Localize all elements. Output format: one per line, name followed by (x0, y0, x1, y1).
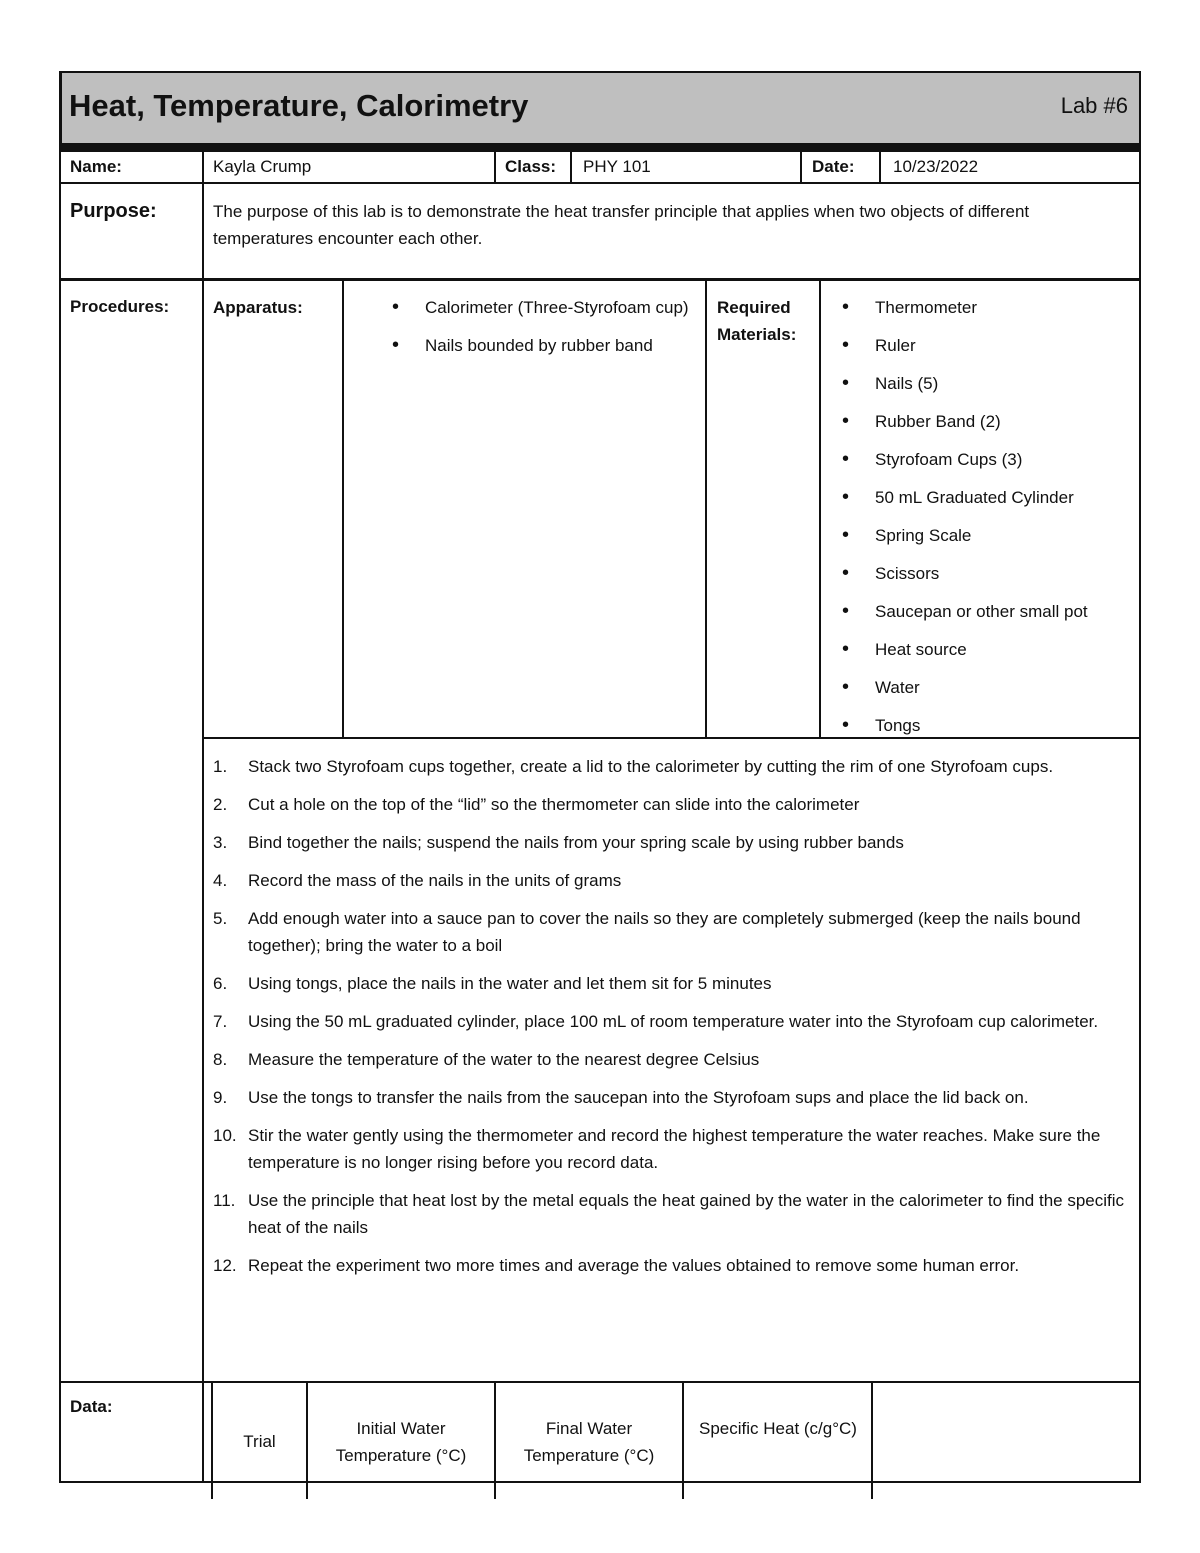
date-value: 10/23/2022 (893, 157, 979, 176)
step-number: 7. (213, 1012, 228, 1031)
materials-item: • Saucepan or other small pot (842, 598, 1137, 625)
apparatus-item: • Calorimeter (Three-Styrofoam cup) (392, 294, 697, 321)
materials-label-divider-left (705, 280, 707, 739)
step-item (213, 1252, 1128, 1279)
step-text: Stack two Styrofoam cups together, create a lid to the calorimeter by cutting the rim of one Styrofoam cups. (248, 757, 1054, 776)
data-table-divider (682, 1383, 684, 1483)
data-table-continuation (494, 1483, 496, 1499)
info-divider-1 (494, 152, 496, 183)
step-number: 3. (213, 833, 228, 852)
materials-list (842, 294, 1137, 739)
info-divider-3 (800, 152, 802, 183)
info-divider-4 (879, 152, 881, 183)
step-item (213, 905, 1128, 959)
step-number: 11. (213, 1191, 236, 1210)
purpose-row-bottom (59, 278, 1141, 281)
info-row-bottom (59, 182, 1141, 184)
column-header-trial: Trial (243, 1432, 276, 1451)
step-text: Record the mass of the nails in the units of grams (248, 871, 622, 890)
step-text: Repeat the experiment two more times and average the values obtained to remove some human error. (248, 1256, 1020, 1275)
step-item (213, 1046, 1128, 1073)
data-row-top (59, 1381, 1141, 1383)
step-item (213, 1008, 1128, 1035)
apparatus-item: • Nails bounded by rubber band (392, 332, 697, 359)
apparatus-list (392, 294, 697, 359)
step-item (213, 791, 1128, 818)
name-label: Name: (70, 157, 122, 176)
step-text: Use the tongs to transfer the nails from the saucepan into the Styrofoam sups and place the lid back on. (248, 1088, 1029, 1107)
materials-item: • Spring Scale (842, 522, 1137, 549)
purpose-label: Purpose: (70, 200, 157, 222)
header-divider (60, 143, 1141, 152)
materials-item: • Thermometer (842, 294, 1137, 321)
column-header-initial-temp: Initial Water Temperature (°C) (335, 1419, 467, 1465)
purpose-text: The purpose of this lab is to demonstrate the heat transfer principle that applies when two objects of different temperatures encounter each other. (213, 202, 1030, 248)
step-number: 1. (213, 757, 228, 776)
step-number: 4. (213, 871, 228, 890)
step-text: Using the 50 mL graduated cylinder, place 100 mL of room temperature water into the Styrofoam cup calorimeter. (248, 1012, 1099, 1031)
step-text: Cut a hole on the top of the “lid” so the thermometer can slide into the calorimeter (248, 795, 860, 814)
step-text: Using tongs, place the nails in the water and let them sit for 5 minutes (248, 974, 772, 993)
step-text: Add enough water into a sauce pan to cover the nails so they are completely submerged (keep the nails bound together); bring the water to a boil (248, 909, 1081, 955)
frame-left (59, 71, 61, 1483)
step-item (213, 1084, 1128, 1111)
apparatus-divider (342, 280, 344, 739)
data-table-continuation (682, 1483, 684, 1499)
info-divider-2 (570, 152, 572, 183)
step-item (213, 970, 1128, 997)
step-text: Stir the water gently using the thermometer and record the highest temperature the water reaches. Make sure the temperature is no longer rising before you record data. (248, 1126, 1101, 1172)
materials-item: • Rubber Band (2) (842, 408, 1137, 435)
step-text: Bind together the nails; suspend the nails from your spring scale by using rubber bands (248, 833, 904, 852)
data-label: Data: (70, 1397, 113, 1416)
step-number: 5. (213, 909, 228, 928)
page-title: Heat, Temperature, Calorimetry (69, 88, 529, 123)
step-number: 9. (213, 1088, 228, 1107)
materials-item: • Heat source (842, 636, 1137, 663)
data-table-divider (306, 1383, 308, 1483)
materials-label: Required Materials: (717, 298, 797, 344)
apparatus-label: Apparatus: (213, 298, 303, 317)
materials-item: • Water (842, 674, 1137, 701)
materials-item: • Tongs (842, 712, 1137, 739)
materials-item: • 50 mL Graduated Cylinder (842, 484, 1137, 511)
procedures-label: Procedures: (70, 297, 170, 316)
materials-item: • Nails (5) (842, 370, 1137, 397)
label-column-divider (202, 152, 204, 1483)
data-table-continuation (211, 1483, 213, 1499)
step-item (213, 867, 1128, 894)
data-table-divider (871, 1383, 873, 1483)
column-header-specific-heat: Specific Heat (c/g°C) (699, 1419, 857, 1438)
step-text: Use the principle that heat lost by the metal equals the heat gained by the water in the calorimeter to find the specific heat of the nails (248, 1191, 1125, 1237)
materials-item: • Ruler (842, 332, 1137, 359)
step-item (213, 1122, 1128, 1176)
step-number: 10. (213, 1126, 237, 1145)
frame-right (1139, 71, 1141, 1483)
date-label: Date: (812, 157, 855, 176)
class-value: PHY 101 (583, 157, 651, 176)
data-table-continuation (306, 1483, 308, 1499)
step-number: 2. (213, 795, 228, 814)
step-item (213, 753, 1128, 780)
class-label: Class: (505, 157, 557, 176)
step-number: 8. (213, 1050, 228, 1069)
name-value: Kayla Crump (213, 157, 312, 176)
data-table-continuation (871, 1483, 873, 1499)
step-item (213, 1187, 1128, 1241)
materials-label-divider-right (819, 280, 821, 739)
lab-number: Lab #6 (1060, 93, 1128, 118)
materials-item: • Styrofoam Cups (3) (842, 446, 1137, 473)
materials-item: • Scissors (842, 560, 1137, 587)
procedure-steps (213, 753, 1128, 1279)
step-number: 12. (213, 1256, 237, 1275)
step-number: 6. (213, 974, 228, 993)
step-text: Measure the temperature of the water to the nearest degree Celsius (248, 1050, 760, 1069)
step-item (213, 829, 1128, 856)
frame-bottom (59, 1481, 1141, 1483)
data-table-divider (494, 1383, 496, 1483)
column-header-final-temp: Final Water Temperature (°C) (523, 1419, 655, 1465)
